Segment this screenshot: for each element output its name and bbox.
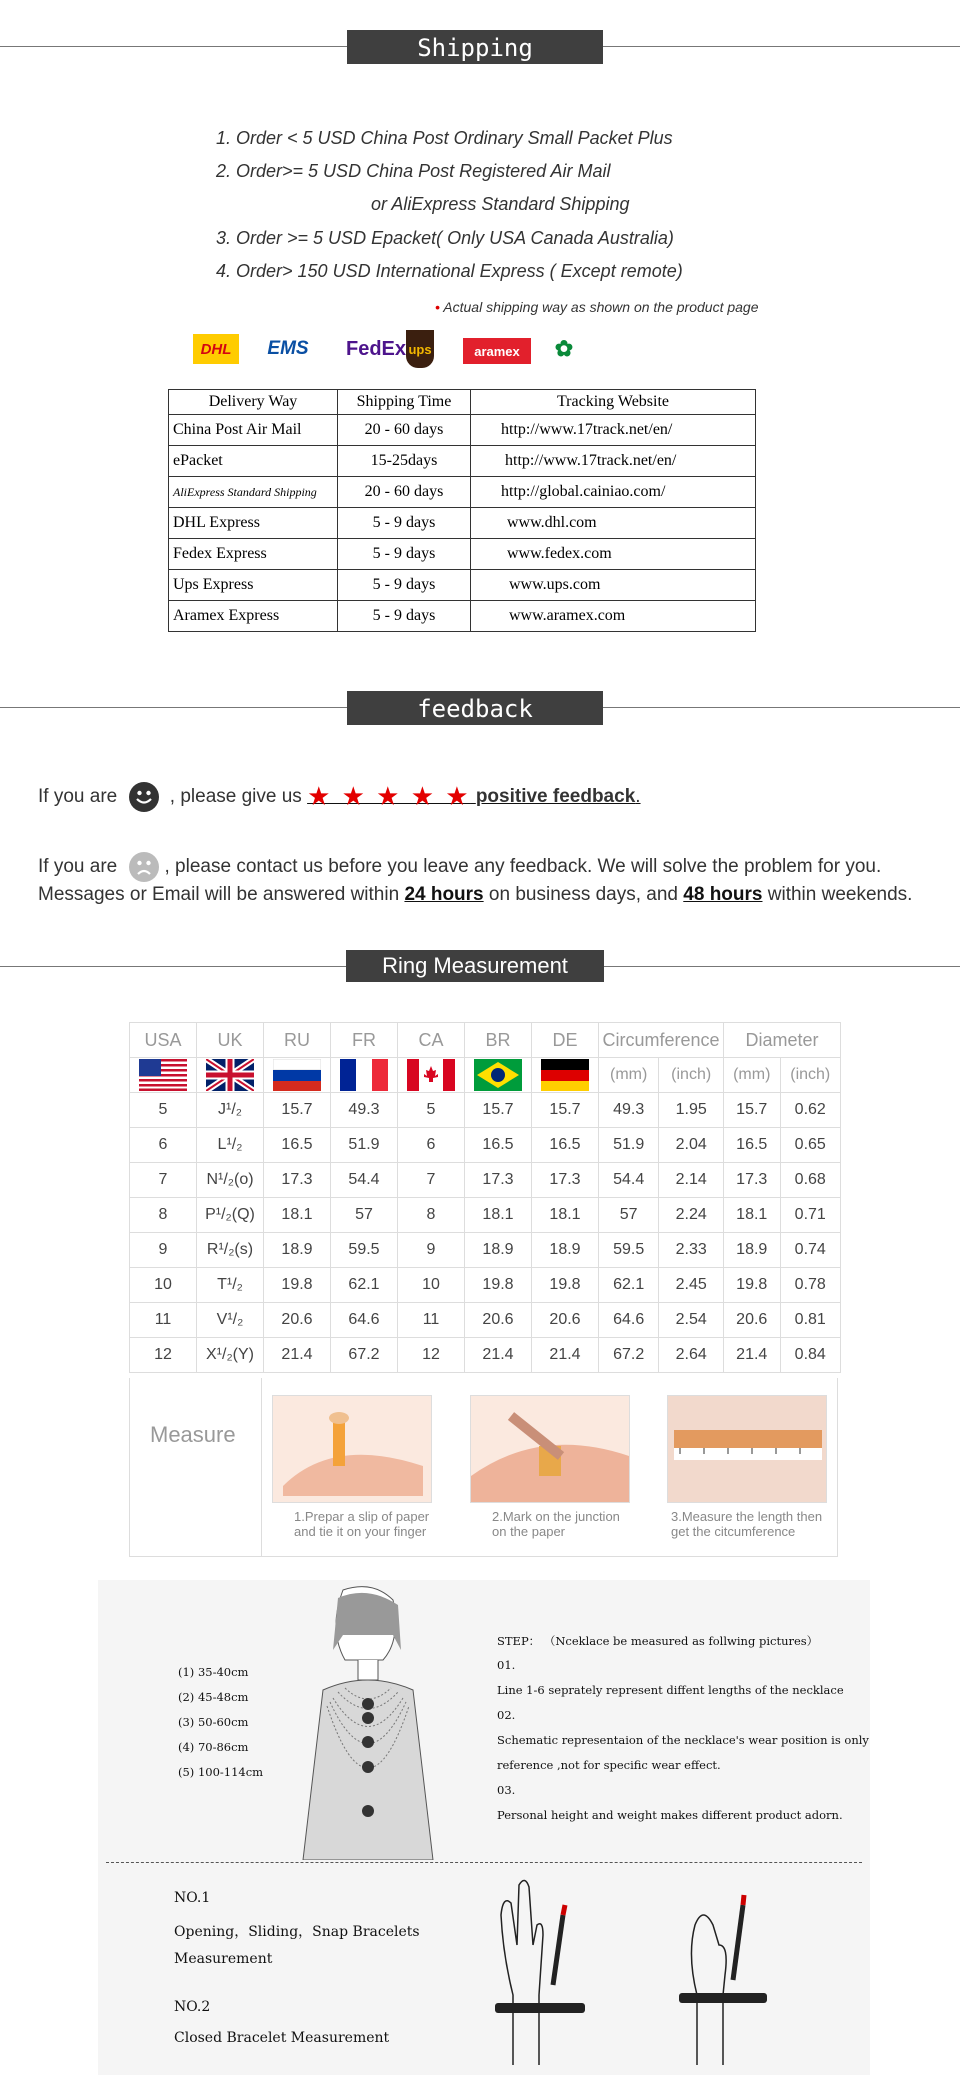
cell: 2.04	[659, 1128, 724, 1163]
feedback-header	[0, 691, 960, 725]
cell: X¹/₂(Y)	[197, 1338, 264, 1373]
cell: 12	[130, 1338, 197, 1373]
unit-label: (mm)	[724, 1058, 781, 1093]
cell: 9	[398, 1233, 465, 1268]
col-header: UK	[197, 1023, 264, 1058]
cell: 67.2	[331, 1338, 398, 1373]
cell: V¹/₂	[197, 1303, 264, 1338]
table-row	[169, 539, 756, 570]
fb-text: Messages or Email will be answered within	[38, 884, 400, 905]
cell: 17.3	[465, 1163, 532, 1198]
cell: 18.9	[264, 1233, 331, 1268]
table-row	[130, 1338, 841, 1373]
cell: 12	[398, 1338, 465, 1373]
cell: 17.3	[264, 1163, 331, 1198]
positive-feedback-label: positive feedback	[475, 786, 636, 807]
cell: 6	[130, 1128, 197, 1163]
hours-24: 24 hours	[404, 884, 484, 905]
cell: 2.14	[659, 1163, 724, 1198]
section-title: Shipping	[347, 30, 603, 64]
cell: 20.6	[724, 1303, 781, 1338]
cell: 0.62	[780, 1093, 841, 1128]
col-header: Delivery Way	[169, 390, 338, 415]
col-header: Circumference	[599, 1023, 724, 1058]
step-text: 03.	[497, 1783, 516, 1797]
no1-text: Measurement	[174, 1951, 273, 1967]
rule-2: 2. Order>= 5 USD China Post Registered Air Mail	[216, 161, 611, 181]
cell: 10	[398, 1268, 465, 1303]
no1-label: NO.1	[174, 1890, 211, 1906]
fb-text: , please give us	[169, 786, 302, 807]
aramex-text: aramex	[474, 343, 520, 359]
unit-label: (mm)	[599, 1058, 659, 1093]
col-header: FR	[331, 1023, 398, 1058]
ems-logo	[248, 334, 328, 364]
cell: 51.9	[331, 1128, 398, 1163]
cell: 16.5	[465, 1128, 532, 1163]
col-header: Tracking Website	[471, 390, 756, 415]
dashed-divider	[106, 1862, 862, 1863]
cell: 57	[331, 1198, 398, 1233]
cell: 15.7	[532, 1093, 599, 1128]
shipping-note: • Actual shipping way as shown on the product page	[435, 299, 759, 315]
length-2: (2) 45-48cm	[178, 1690, 249, 1704]
cell: L¹/₂	[197, 1128, 264, 1163]
cell: 17.3	[724, 1163, 781, 1198]
length-4: (4) 70-86cm	[178, 1740, 249, 1754]
carrier-logos	[190, 330, 610, 370]
step-1-caption	[294, 1509, 429, 1539]
table-row	[130, 1233, 841, 1268]
cell: 59.5	[599, 1233, 659, 1268]
step-text: STEP： （Nceklace be measured as follwing pictures）	[497, 1634, 819, 1648]
cell: www.dhl.com	[471, 508, 756, 539]
measure-label: Measure	[150, 1422, 236, 1447]
step-text: 02.	[497, 1708, 516, 1722]
hours-48: 48 hours	[683, 884, 763, 905]
cell: R¹/₂(s)	[197, 1233, 264, 1268]
ring-rows	[130, 1093, 841, 1373]
cell: 21.4	[264, 1338, 331, 1373]
cell: 2.64	[659, 1338, 724, 1373]
cell: N¹/₂(o)	[197, 1163, 264, 1198]
cell: http://www.17track.net/en/	[471, 415, 756, 446]
russia-flag-icon	[264, 1058, 331, 1093]
feedback-positive: If you are , please give us ★ ★ ★ ★ ★ positive feedback.	[38, 781, 641, 811]
divider	[261, 1378, 262, 1556]
cell: 2.54	[659, 1303, 724, 1338]
step-text: reference ,not for specific wear effect.	[497, 1758, 721, 1772]
cell: 5 - 9 days	[338, 601, 471, 632]
caption-line: 3.Measure the length then	[671, 1509, 823, 1524]
cell: 18.1	[465, 1198, 532, 1233]
cell: 0.68	[780, 1163, 841, 1198]
five-stars-icon: ★ ★ ★ ★ ★	[307, 781, 471, 811]
table-row	[169, 446, 756, 477]
feedback-response-time	[38, 884, 912, 906]
cell: 16.5	[724, 1128, 781, 1163]
step-3-caption	[671, 1509, 822, 1539]
cell: ePacket	[169, 446, 338, 477]
step-3-photo	[667, 1395, 827, 1503]
fedex-text: FedEx	[345, 337, 407, 360]
col-header: Diameter	[724, 1023, 841, 1058]
cell: 20 - 60 days	[338, 415, 471, 446]
cell: 15-25days	[338, 446, 471, 477]
step-2-caption	[492, 1509, 620, 1539]
cell: 15.7	[465, 1093, 532, 1128]
cell: 5	[130, 1093, 197, 1128]
cell: 0.78	[780, 1268, 841, 1303]
no1-text: Opening，Sliding，Snap Bracelets	[174, 1924, 420, 1940]
cell: 62.1	[331, 1268, 398, 1303]
cell: T¹/₂	[197, 1268, 264, 1303]
step-text: Schematic representaion of the necklace's wear position is only	[497, 1733, 869, 1747]
cell: www.fedex.com	[471, 539, 756, 570]
caption-line: 2.Mark on the junction	[492, 1509, 620, 1524]
china-post-logo: ✿	[554, 336, 574, 361]
measure-guide	[129, 1378, 838, 1557]
cell: 0.65	[780, 1128, 841, 1163]
cell: 19.8	[532, 1268, 599, 1303]
step-text: Line 1-6 seprately represent diffent lengths of the necklace	[497, 1683, 844, 1697]
step-2-photo	[470, 1395, 630, 1503]
cell: 54.4	[331, 1163, 398, 1198]
col-header: Shipping Time	[338, 390, 471, 415]
rule-3: 3. Order >= 5 USD Epacket( Only USA Canada Australia)	[216, 228, 674, 248]
cell: Aramex Express	[169, 601, 338, 632]
bracelet-hand-open-icon	[493, 1875, 593, 2065]
cell: 2.24	[659, 1198, 724, 1233]
cell: AliExpress Standard Shipping	[169, 477, 338, 508]
section-title: Ring Measurement	[346, 950, 604, 982]
cell: 10	[130, 1268, 197, 1303]
cell: 6	[398, 1128, 465, 1163]
table-row	[130, 1268, 841, 1303]
cell: 49.3	[599, 1093, 659, 1128]
smile-icon	[129, 782, 159, 812]
feedback-negative	[38, 852, 881, 882]
cell: 16.5	[532, 1128, 599, 1163]
col-header: RU	[264, 1023, 331, 1058]
rule-4: 4. Order> 150 USD International Express ( Except remote)	[216, 261, 683, 281]
fb-text: within weekends.	[767, 884, 913, 905]
cell: 5 - 9 days	[338, 570, 471, 601]
canada-flag-icon	[398, 1058, 465, 1093]
cell: 18.1	[724, 1198, 781, 1233]
length-5: (5) 100-114cm	[178, 1765, 264, 1779]
cell: 5 - 9 days	[338, 539, 471, 570]
cell: 18.9	[532, 1233, 599, 1268]
cell: www.ups.com	[471, 570, 756, 601]
cell: 18.1	[532, 1198, 599, 1233]
col-header: DE	[532, 1023, 599, 1058]
cell: P¹/₂(Q)	[197, 1198, 264, 1233]
cell: 19.8	[264, 1268, 331, 1303]
table-row	[169, 570, 756, 601]
cell: 18.9	[724, 1233, 781, 1268]
table-row	[169, 508, 756, 539]
cell: 64.6	[331, 1303, 398, 1338]
cell: www.aramex.com	[471, 601, 756, 632]
table-row	[169, 477, 756, 508]
fb-text: If you are	[38, 786, 118, 807]
length-1: (1) 35-40cm	[178, 1665, 249, 1679]
table-row	[130, 1128, 841, 1163]
cell: http://global.cainiao.com/	[471, 477, 756, 508]
cell: 21.4	[724, 1338, 781, 1373]
cell: 18.9	[465, 1233, 532, 1268]
cell: Ups Express	[169, 570, 338, 601]
cell: Fedex Express	[169, 539, 338, 570]
cell: 0.71	[780, 1198, 841, 1233]
bracelet-hand-closed-icon	[673, 1885, 773, 2065]
section-title: feedback	[347, 691, 603, 725]
caption-line: get the citcumference	[671, 1524, 796, 1539]
table-row	[130, 1093, 841, 1128]
cell: 64.6	[599, 1303, 659, 1338]
cell: 7	[130, 1163, 197, 1198]
cell: 21.4	[532, 1338, 599, 1373]
cell: DHL Express	[169, 508, 338, 539]
fb-text: on business days, and	[488, 884, 678, 905]
brazil-flag-icon	[465, 1058, 532, 1093]
caption-line: and tie it on your finger	[294, 1524, 427, 1539]
france-flag-icon	[331, 1058, 398, 1093]
cell: 0.74	[780, 1233, 841, 1268]
sad-face-icon	[129, 852, 159, 882]
cell: 17.3	[532, 1163, 599, 1198]
table-row	[130, 1198, 841, 1233]
cell: 59.5	[331, 1233, 398, 1268]
table-row	[169, 415, 756, 446]
col-header: CA	[398, 1023, 465, 1058]
cell: 18.1	[264, 1198, 331, 1233]
step-1-photo	[272, 1395, 432, 1503]
ups-text: ups	[408, 341, 432, 357]
note-text: Actual shipping way as shown on the product page	[443, 299, 759, 315]
caption-line: on the paper	[492, 1524, 566, 1539]
cell: 8	[398, 1198, 465, 1233]
fedex-logo	[346, 334, 406, 364]
col-header: BR	[465, 1023, 532, 1058]
dhl-logo	[193, 334, 239, 364]
cell: 21.4	[465, 1338, 532, 1373]
fb-text: If you are	[38, 856, 118, 878]
cell: 0.84	[780, 1338, 841, 1373]
cell: 15.7	[724, 1093, 781, 1128]
dhl-text: DHL	[200, 340, 232, 358]
uk-flag-icon	[197, 1058, 264, 1093]
cell: 19.8	[465, 1268, 532, 1303]
usa-flag-icon	[130, 1058, 197, 1093]
shipping-table	[168, 389, 756, 632]
rule-2b: or AliExpress Standard Shipping	[371, 194, 630, 214]
table-row	[130, 1163, 841, 1198]
unit-label: (inch)	[659, 1058, 724, 1093]
cell: 67.2	[599, 1338, 659, 1373]
cell: 62.1	[599, 1268, 659, 1303]
cell: 5 - 9 days	[338, 508, 471, 539]
cell: 1.95	[659, 1093, 724, 1128]
necklace-figure-icon	[283, 1580, 443, 1860]
ring-header	[0, 950, 960, 984]
header-row	[130, 1023, 841, 1058]
table-header-row	[169, 390, 756, 415]
no2-label: NO.2	[174, 1999, 211, 2015]
cell: 9	[130, 1233, 197, 1268]
cell: 2.45	[659, 1268, 724, 1303]
cell: 49.3	[331, 1093, 398, 1128]
cell: 20.6	[532, 1303, 599, 1338]
step-text: Personal height and weight makes different product adorn.	[497, 1808, 843, 1822]
cell: China Post Air Mail	[169, 415, 338, 446]
cell: 51.9	[599, 1128, 659, 1163]
cell: 11	[398, 1303, 465, 1338]
cell: 54.4	[599, 1163, 659, 1198]
cell: 57	[599, 1198, 659, 1233]
fb-text: , please contact us before you leave any feedback. We will solve the problem for you.	[164, 856, 882, 878]
cell: http://www.17track.net/en/	[471, 446, 756, 477]
cell: 19.8	[724, 1268, 781, 1303]
cell: 11	[130, 1303, 197, 1338]
ups-logo	[406, 330, 434, 368]
length-3: (3) 50-60cm	[178, 1715, 249, 1729]
necklace-bracelet-guide	[98, 1580, 870, 2075]
cell: 2.33	[659, 1233, 724, 1268]
ems-text: EMS	[267, 338, 309, 359]
cell: 15.7	[264, 1093, 331, 1128]
germany-flag-icon	[532, 1058, 599, 1093]
table-row	[130, 1303, 841, 1338]
unit-label: (inch)	[780, 1058, 841, 1093]
cell: 7	[398, 1163, 465, 1198]
col-header: USA	[130, 1023, 197, 1058]
cell: 20.6	[465, 1303, 532, 1338]
cell: J¹/₂	[197, 1093, 264, 1128]
step-text: 01.	[497, 1658, 516, 1672]
table-row	[169, 601, 756, 632]
cell: 16.5	[264, 1128, 331, 1163]
aramex-logo	[463, 338, 531, 364]
cell: 0.81	[780, 1303, 841, 1338]
cell: 20.6	[264, 1303, 331, 1338]
ring-size-table	[129, 1022, 841, 1373]
no2-text: Closed Bracelet Measurement	[174, 2030, 390, 2046]
cell: 5	[398, 1093, 465, 1128]
caption-line: 1.Prepar a slip of paper	[294, 1509, 430, 1524]
cell: 8	[130, 1198, 197, 1233]
shipping-header	[0, 30, 960, 64]
rule-1: 1. Order < 5 USD China Post Ordinary Small Packet Plus	[216, 128, 673, 148]
flag-row	[130, 1058, 841, 1093]
cell: 20 - 60 days	[338, 477, 471, 508]
